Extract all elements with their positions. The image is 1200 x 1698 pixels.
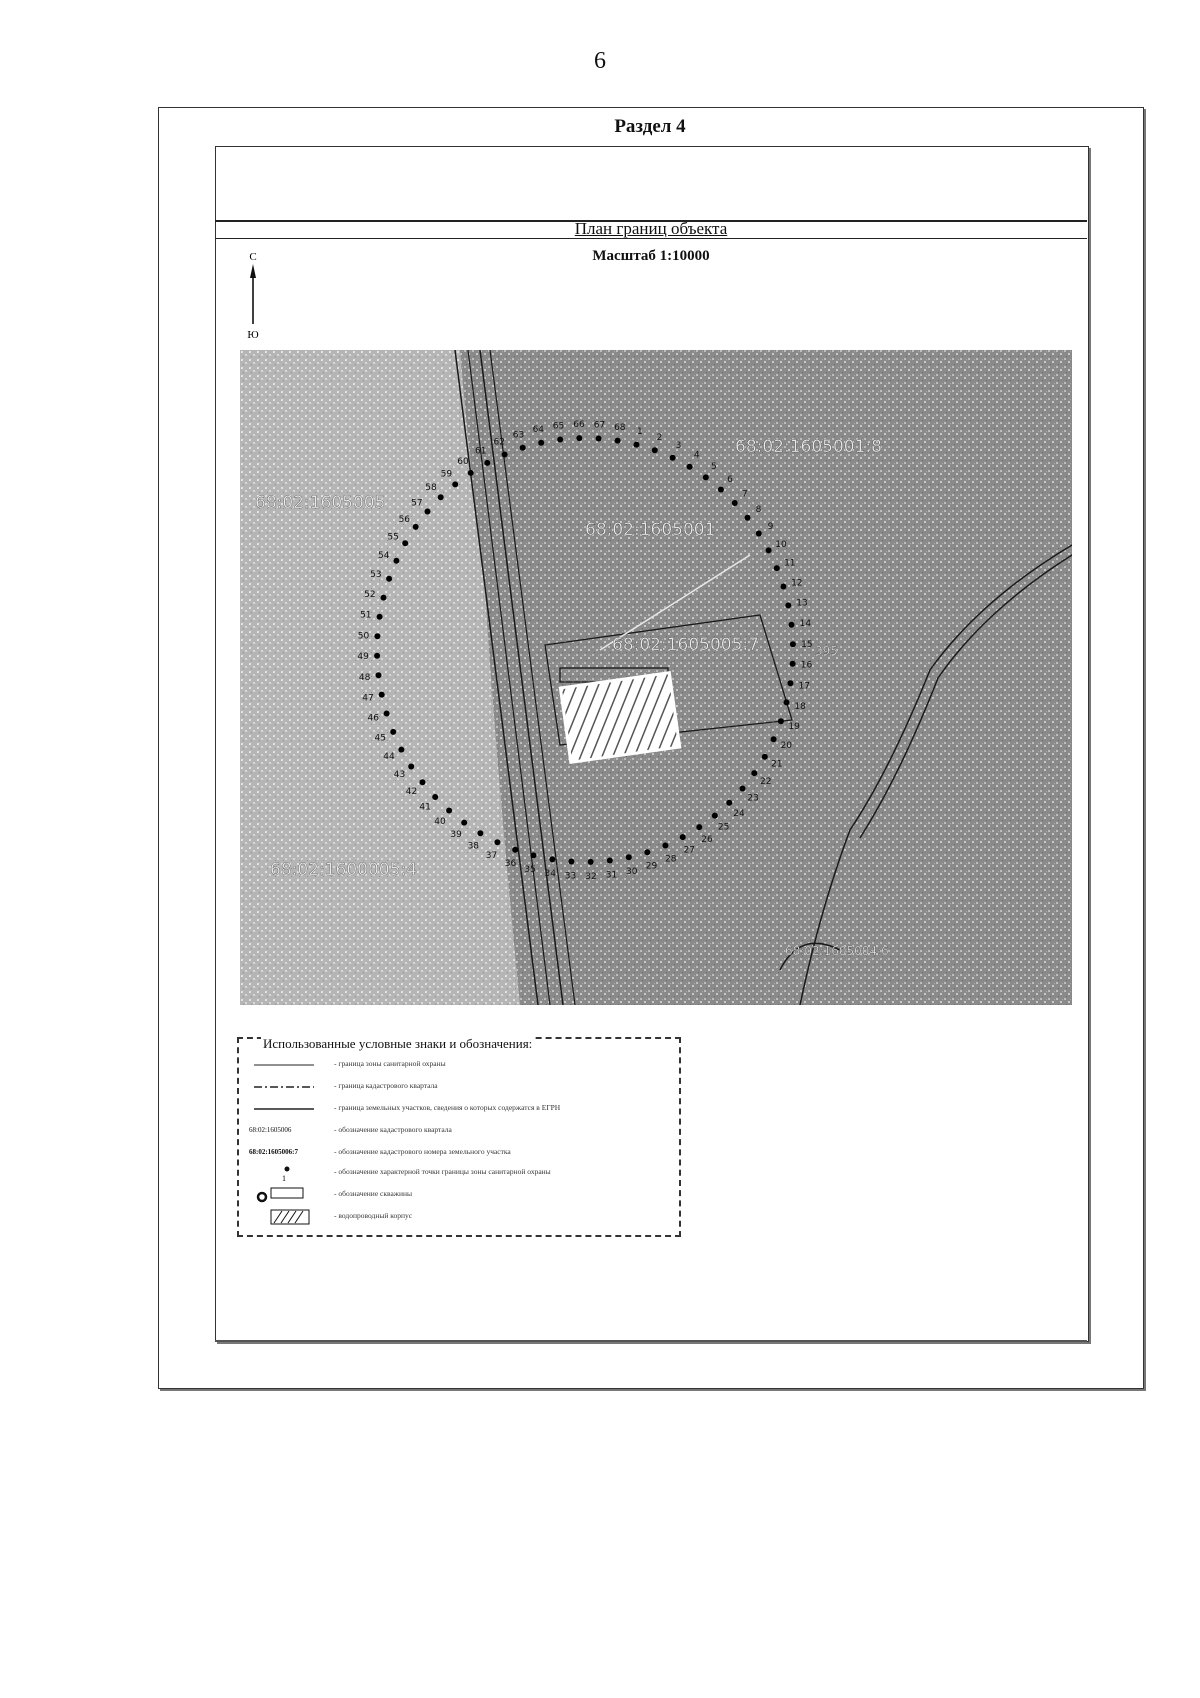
boundary-point-label: 45 (374, 733, 386, 744)
boundary-point-label: 59 (440, 469, 453, 480)
boundary-point-label: 3 (675, 441, 682, 451)
hatch-box-icon (249, 1207, 319, 1227)
cadastral-label: 68:02:1605005:7 (612, 635, 759, 655)
boundary-point (766, 547, 772, 553)
boundary-point (374, 653, 380, 659)
boundary-point (420, 779, 426, 785)
boundary-point (696, 824, 702, 830)
boundary-point-label: 24 (733, 808, 745, 819)
boundary-point (789, 622, 795, 628)
boundary-point-label: 25 (717, 822, 730, 833)
boundary-point-label: 7 (742, 489, 748, 500)
boundary-point (652, 447, 658, 453)
boundary-point-label: 4 (693, 450, 700, 461)
boundary-point (393, 558, 399, 564)
text-label-bold-icon: 68:02:1605006:7 (249, 1148, 298, 1156)
boundary-point (477, 830, 483, 836)
boundary-point-label: 63 (512, 430, 525, 441)
boundary-point-label: 41 (419, 802, 431, 813)
boundary-point-label: 37 (485, 851, 498, 861)
boundary-point (771, 736, 777, 742)
boundary-point (762, 754, 768, 760)
boundary-point (780, 584, 786, 590)
boundary-point-label: 58 (425, 483, 437, 494)
boundary-point-label: 65 (552, 421, 565, 432)
boundary-point (438, 494, 444, 500)
boundary-point (512, 847, 518, 853)
boundary-point (626, 854, 632, 860)
boundary-point-label: 33 (564, 871, 577, 882)
legend-item-text: - граница кадастрового квартала (334, 1081, 438, 1090)
boundary-point (484, 460, 490, 466)
boundary-point (432, 794, 438, 800)
boundary-point-label: 66 (573, 420, 585, 431)
boundary-point (461, 820, 467, 826)
boundary-point (390, 729, 396, 735)
line-solid-icon (249, 1099, 319, 1119)
legend-item (249, 1207, 669, 1229)
boundary-point-label: 54 (377, 550, 390, 561)
boundary-point-label: 67 (593, 420, 606, 431)
boundary-point-label: 49 (357, 652, 369, 663)
boundary-point-label: 44 (383, 752, 395, 763)
legend-item (249, 1185, 669, 1207)
boundary-point-label: 52 (364, 590, 376, 601)
north-arrow-icon (243, 248, 263, 340)
boundary-point (384, 711, 390, 717)
boundary-point-label: 8 (755, 505, 762, 515)
boundary-point-label: 47 (362, 693, 374, 704)
boundary-point (784, 699, 790, 705)
boundary-point (568, 859, 574, 865)
boundary-point-label: 9 (767, 521, 774, 532)
boundary-point-label: 12 (791, 578, 803, 589)
bottom-rule (215, 1340, 1087, 1342)
legend-item-text: - обозначение характерной точки границы зоны санитарной охраны (334, 1167, 551, 1176)
boundary-point (413, 524, 419, 530)
boundary-point-label: 60 (457, 457, 469, 468)
boundary-point-label: 56 (398, 514, 411, 525)
boundary-point (607, 858, 613, 864)
legend-item (249, 1099, 669, 1121)
boundary-point-label: 17 (798, 681, 810, 692)
south-label: Ю (247, 329, 259, 340)
boundary-point-label: 18 (794, 701, 806, 712)
legend-item (249, 1121, 669, 1143)
boundary-point (374, 633, 380, 639)
boundary-point-label: 68 (614, 422, 626, 433)
boundary-point-label: 32 (585, 871, 597, 882)
boundary-point (538, 440, 544, 446)
boundary-point (670, 455, 676, 461)
page-number: 6 (594, 48, 606, 74)
boundary-point (520, 445, 526, 451)
boundary-point-label: 30 (625, 866, 638, 877)
cadastral-label: 68:02:1600005:4 (270, 860, 417, 880)
legend-item (249, 1055, 669, 1077)
boundary-point-label: 27 (683, 845, 696, 856)
boundary-point-label: 50 (357, 631, 370, 642)
line-dash-dot-icon (249, 1077, 319, 1097)
boundary-point (662, 843, 668, 849)
boundary-point (687, 464, 693, 470)
boundary-point (376, 672, 382, 678)
boundary-point-label: 36 (504, 858, 517, 869)
boundary-point-label: 5 (711, 462, 717, 472)
boundary-point (703, 474, 709, 480)
point-icon-label: 1 (282, 1174, 286, 1183)
legend-title: Использованные условные знаки и обозначения: (263, 1036, 533, 1051)
cadastral-label: 68:02:1605005 (255, 493, 386, 513)
boundary-point (790, 661, 796, 667)
boundary-point-label: 53 (370, 570, 382, 581)
legend-item-text: - обозначение кадастрового квартала (334, 1125, 452, 1134)
boundary-point (774, 565, 780, 571)
boundary-point-label: 51 (360, 610, 372, 621)
cadastral-label: 68:02:1605001 (585, 520, 716, 540)
boundary-point (576, 435, 582, 441)
legend-item (249, 1163, 669, 1185)
boundary-point-label: 2 (656, 433, 663, 444)
boundary-point-label: 57 (411, 498, 423, 509)
boundary-point-label: 35 (524, 865, 536, 875)
boundary-point (615, 438, 621, 444)
legend-item-text: - граница зоны санитарной охраны (334, 1059, 446, 1068)
point-icon (249, 1163, 319, 1183)
boundary-point-label: 1 (637, 427, 643, 437)
boundary-point (712, 813, 718, 819)
boundary-point-label: 29 (645, 861, 658, 872)
boundary-point-label: 61 (474, 446, 487, 457)
legend-item (249, 1077, 669, 1099)
boundary-point (588, 859, 594, 865)
boundary-point (549, 856, 555, 862)
boundary-point-label: 26 (701, 834, 713, 845)
water-intake-building (560, 673, 679, 763)
line-solid-thin-icon (249, 1055, 319, 1075)
boundary-point-label: 34 (544, 869, 556, 880)
boundary-point-label: 64 (532, 425, 545, 436)
boundary-point-label: 10 (775, 539, 787, 550)
boundary-point-label: 23 (747, 793, 759, 804)
boundary-point (785, 602, 791, 608)
boundary-point (596, 436, 602, 442)
boundary-point-label: 28 (665, 854, 677, 865)
boundary-point-label: 62 (493, 437, 505, 448)
legend (237, 1037, 681, 1237)
boundary-point (377, 614, 383, 620)
boundary-point-label: 48 (358, 673, 371, 683)
boundary-point-label: 19 (788, 721, 800, 732)
boundary-point (751, 770, 757, 776)
boundary-point (386, 576, 392, 582)
boundary-point (745, 515, 751, 521)
cadastral-map (240, 350, 1072, 1005)
boundary-point-label: 38 (467, 841, 480, 852)
boundary-point (732, 500, 738, 506)
boundary-point-label: 46 (367, 713, 379, 724)
boundary-point-label: 55 (387, 532, 399, 543)
cadastral-label: 68:02:1605001:8 (735, 437, 882, 457)
boundary-point (425, 509, 431, 515)
boundary-point-label: 22 (759, 777, 772, 788)
boundary-point (494, 839, 500, 845)
legend-item-text: - обозначение скважины (334, 1189, 413, 1198)
legend-item-text: - водопроводный корпус (334, 1211, 413, 1220)
boundary-point-label: 43 (393, 770, 406, 781)
boundary-point-label: 16 (800, 660, 813, 671)
boundary-point-label: 40 (434, 817, 446, 828)
boundary-point-label: 39 (450, 830, 462, 840)
well-icon (249, 1185, 319, 1205)
boundary-point (402, 540, 408, 546)
section-title: Раздел 4 (614, 116, 686, 137)
boundary-point (634, 442, 640, 448)
boundary-point (446, 808, 452, 814)
boundary-point (557, 437, 563, 443)
plan-title (215, 220, 1087, 239)
header-box (215, 146, 1087, 222)
boundary-point (790, 641, 796, 647)
boundary-point (381, 595, 387, 601)
boundary-point-label: 11 (784, 558, 796, 569)
boundary-point (398, 747, 404, 753)
boundary-point-label: 31 (605, 870, 618, 881)
boundary-point-label: 20 (780, 741, 793, 752)
boundary-point-label: 21 (771, 759, 783, 770)
boundary-point (756, 531, 762, 537)
boundary-point-label: 15 (801, 639, 813, 650)
legend-item (249, 1143, 669, 1165)
boundary-point (718, 487, 724, 493)
boundary-point (787, 680, 793, 686)
scale-title: Масштаб 1:10000 (592, 248, 710, 264)
boundary-point-label: 42 (405, 787, 418, 797)
boundary-point (408, 764, 414, 770)
boundary-point (778, 718, 784, 724)
boundary-point (379, 692, 385, 698)
boundary-point (502, 452, 508, 458)
legend-item-text: - граница земельных участков, сведения о которых содержатся в ЕГРН (334, 1103, 561, 1112)
north-label: С (249, 251, 257, 263)
boundary-point (644, 849, 650, 855)
boundary-point (531, 852, 537, 858)
legend-item-text: - обозначение кадастрового номера земельного участка (334, 1147, 511, 1156)
boundary-point (740, 786, 746, 792)
boundary-point-label: 6 (727, 474, 733, 485)
boundary-point (726, 800, 732, 806)
text-label-icon: 68:02:1605006 (249, 1126, 292, 1134)
plan-title-text: План границ объекта (574, 219, 728, 238)
boundary-point-label: 14 (799, 619, 812, 629)
cadastral-label: 68:02:1605004:6 (785, 944, 889, 958)
boundary-point-label: 13 (796, 598, 808, 609)
boundary-point (452, 481, 458, 487)
boundary-point (680, 834, 686, 840)
cadastral-label: 395 (815, 644, 838, 658)
boundary-point (468, 470, 474, 476)
